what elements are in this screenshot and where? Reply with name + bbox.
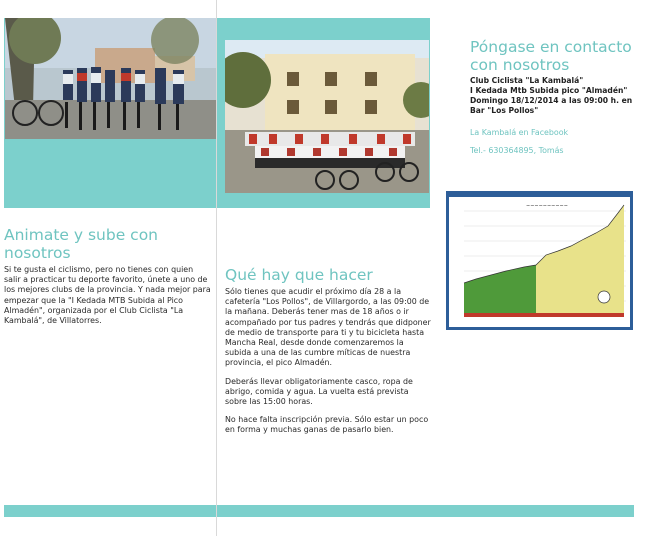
left-paragraph: Si te gusta el ciclismo, pero no tienes con quien salir a practicar tu deporte favorito, únete a uno de los mejores clubs de la provincia. Y nada mejor para empezar que la "I Kedada MTB Subida al Pico Almadén", organizada por el Club Ciclista "La Kambalá", de Villatorres. (4, 265, 211, 326)
cyclists-group-photo (5, 18, 216, 139)
event-datetime: Domingo 18/12/2014 a las 09:00 h. en Bar "Los Pollos" (470, 96, 633, 115)
svg-text:~~~~~~~~~~: ~~~~~~~~~~ (526, 203, 568, 209)
event-name: I Kedada Mtb Subida pico "Almadén" (470, 86, 628, 95)
middle-paragraph: No hace falta inscripción previa. Sólo estar un poco en forma y muchas ganas de pasarlo bien. (225, 415, 429, 435)
contact-heading: Póngase en contacto con nosotros (470, 38, 632, 74)
phone-number: Tel.- 630364895, Tomás (470, 146, 564, 155)
middle-paragraph: Sólo tienes que acudir el próximo día 28 a la cafetería "Los Pollos", de Villargordo, a las 09:00 de la mañana. Deberás tener mas de 18 años o ir acompañado por tus padres y tendrás que didponer de medio de transporte para ti y tu bicicleta hasta Mancha Real, desde donde comenzaremos la subida a una de las cumbre míticas de nuestra provincia, el pico Almadén. (225, 287, 431, 368)
facebook-link[interactable]: La Kambalá en Facebook (470, 128, 569, 137)
middle-heading: Qué hay que hacer (225, 266, 373, 284)
teal-footer-band (4, 505, 634, 517)
middle-paragraph: Deberás llevar obligatoriamente casco, ropa de abrigo, comida y agua. La vuelta está prevista sobre las 15:00 horas. (225, 376, 413, 407)
column-divider (216, 0, 217, 536)
club-group-photo (225, 40, 429, 193)
middle-body (225, 287, 431, 444)
club-name: Club Ciclista "La Kambalá" (470, 76, 584, 85)
elevation-profile-image (446, 191, 633, 330)
contact-details (470, 76, 640, 156)
left-heading: Animate y sube con nosotros (4, 226, 159, 262)
